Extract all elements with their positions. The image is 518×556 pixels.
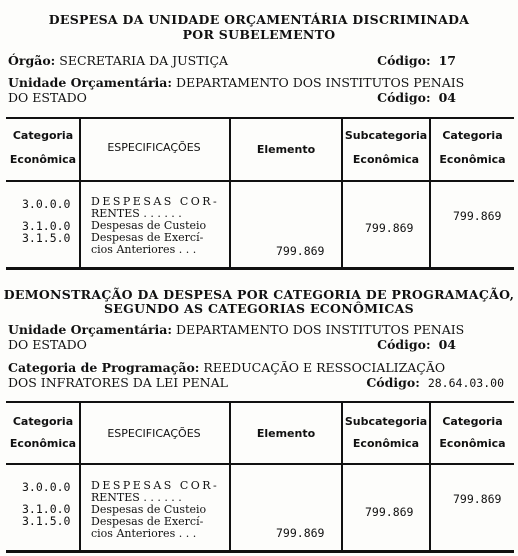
unidade-codigo-label: Código: xyxy=(377,90,431,105)
header-especificacoes: ESPECIFICAÇÕES xyxy=(107,427,201,440)
unidade-value-line2: DO ESTADO xyxy=(8,337,87,352)
categoria-programacao-codigo xyxy=(366,375,504,390)
unidade-value-line1: DEPARTAMENTO DOS INSTITUTOS PENAIS xyxy=(175,322,465,337)
unidade-value-line2: DO ESTADO xyxy=(8,90,87,105)
spec-line: DESPESAS COR- xyxy=(91,479,220,492)
spec-line: cios Anteriores . . . xyxy=(91,527,197,540)
unidade-row-2 xyxy=(8,322,504,337)
unidade-codigo-label: Código: xyxy=(377,337,431,352)
table-2-header-rule xyxy=(6,463,514,465)
header-especificacoes: ESPECIFICAÇÕES xyxy=(107,141,201,154)
categoria-value: 799.869 xyxy=(453,492,502,506)
orgao-row xyxy=(8,53,504,68)
table-1-bottom-rule xyxy=(6,267,514,270)
spec-line: RENTES . . . . . . xyxy=(91,207,182,220)
unidade-value-line1: DEPARTAMENTO DOS INSTITUTOS PENAIS xyxy=(175,75,465,90)
section2-title-line1: DEMONSTRAÇÃO DA DESPESA POR CATEGORIA DE PROGRAMAÇÃO, xyxy=(3,287,515,302)
header-categoria-2: Categoria xyxy=(442,129,503,142)
header-economica: Econômica xyxy=(9,437,77,450)
orgao-value: SECRETARIA DA JUSTIÇA xyxy=(59,53,229,68)
orgao-codigo-label: Código: xyxy=(377,53,431,68)
categoria-codigo-value: 28.64.03.00 xyxy=(427,376,504,390)
code-cell: 3.1.5.0 xyxy=(22,231,71,245)
spec-line: Despesas de Custeio xyxy=(91,219,207,232)
code-cell: 3.0.0.0 xyxy=(22,480,71,494)
section1-title-line1: DESPESA DA UNIDADE ORÇAMENTÁRIA DISCRIMINADA xyxy=(48,12,470,27)
header-categoria: Categoria xyxy=(12,415,74,428)
categoria-programacao-value-line2: DOS INFRATORES DA LEI PENAL xyxy=(8,375,228,390)
header-categoria-2-economica: Econômica xyxy=(439,437,506,450)
unidade-codigo-value: 04 xyxy=(438,337,456,352)
header-subcategoria: Subcategoria xyxy=(344,415,428,428)
elemento-value: 799.869 xyxy=(276,526,325,540)
orgao-label: Órgão: xyxy=(8,53,56,68)
spec-line: RENTES . . . . . . xyxy=(91,491,182,504)
table-2-bottom-rule xyxy=(6,550,514,553)
header-categoria-2-economica: Econômica xyxy=(439,153,506,166)
unidade-row-1b xyxy=(8,90,504,105)
header-elemento: Elemento xyxy=(256,143,316,156)
subcategoria-value: 799.869 xyxy=(365,505,414,519)
header-subcategoria-economica: Econômica xyxy=(352,437,420,450)
header-subcategoria: Subcategoria xyxy=(344,129,428,142)
orgao-codigo-value: 17 xyxy=(438,53,456,68)
table-1-top-rule xyxy=(6,117,514,119)
unidade-codigo xyxy=(377,90,464,105)
categoria-programacao-row xyxy=(8,360,504,375)
categoria-programacao-row-b xyxy=(8,375,504,390)
unidade-label: Unidade Orçamentária: xyxy=(8,75,172,90)
code-cell: 3.0.0.0 xyxy=(22,197,71,211)
elemento-value: 799.869 xyxy=(276,244,325,258)
spec-line: Despesas de Exercí- xyxy=(91,231,204,244)
section1-title-line2: POR SUBELEMENTO xyxy=(182,27,336,42)
subcategoria-value: 799.869 xyxy=(365,221,414,235)
table-2-top-rule xyxy=(6,401,514,403)
header-subcategoria-economica: Econômica xyxy=(352,153,420,166)
spec-line: Despesas de Exercí- xyxy=(91,515,204,528)
categoria-codigo-label: Código: xyxy=(366,375,420,390)
unidade-codigo xyxy=(377,337,464,352)
code-cell: 3.1.0.0 xyxy=(22,502,71,516)
unidade-row-2b xyxy=(8,337,504,352)
unidade-codigo-value: 04 xyxy=(438,90,456,105)
categoria-value: 799.869 xyxy=(453,209,502,223)
unidade-label: Unidade Orçamentária: xyxy=(8,322,172,337)
code-cell: 3.1.5.0 xyxy=(22,514,71,528)
spec-line: DESPESAS COR- xyxy=(91,195,220,208)
spec-line: Despesas de Custeio xyxy=(91,503,207,516)
table-1-header-rule xyxy=(6,180,514,182)
categoria-programacao-value-line1: REEDUCAÇÃO E RESSOCIALIZAÇÃO xyxy=(203,360,446,375)
header-elemento: Elemento xyxy=(256,427,316,440)
unidade-row-1 xyxy=(8,75,504,90)
orgao-codigo xyxy=(377,53,464,68)
header-categoria-2: Categoria xyxy=(442,415,503,428)
header-economica: Econômica xyxy=(9,153,77,166)
header-categoria: Categoria xyxy=(12,129,74,142)
code-cell: 3.1.0.0 xyxy=(22,219,71,233)
spec-line: cios Anteriores . . . xyxy=(91,243,197,256)
categoria-programacao-label: Categoria de Programação: xyxy=(8,360,200,375)
section2-title-line2: SEGUNDO AS CATEGORIAS ECONÔMICAS xyxy=(103,301,415,316)
